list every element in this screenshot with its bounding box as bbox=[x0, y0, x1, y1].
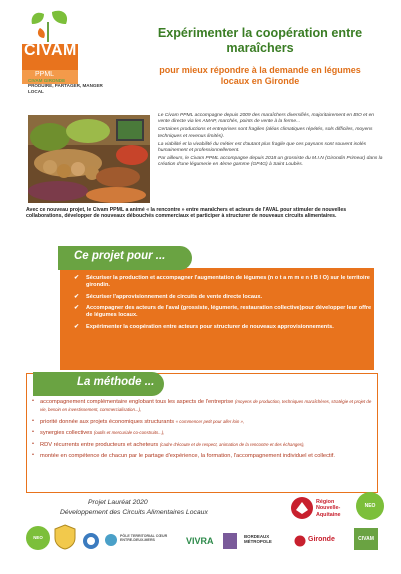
pole-territorial-logo: PÔLE TERRITORIAL CŒUR ENTRE-DEUX-MERS bbox=[104, 530, 176, 550]
vivra-logo: VIVRA bbox=[186, 536, 214, 546]
project-list bbox=[74, 275, 372, 336]
list-item: ✔ Expérimenter la coopération entre acteurs pour structurer de nouveaux approvisionnements. bbox=[74, 323, 334, 330]
vegetables-photo bbox=[28, 115, 150, 203]
list-item: • accompagnement complémentaire englobant tous les aspects de l'entreprise (moyens de production, techniques maraîchères, stratégie et projet de vie, besoin en investissement, commercialisation...), bbox=[32, 398, 372, 412]
neo-terra-logo: NEO TERRA bbox=[26, 526, 50, 550]
leaf-icon bbox=[52, 11, 67, 24]
footer-text: Projet Lauréat 2020 Développement des Circuits Alimentaires Locaux bbox=[60, 499, 208, 516]
neo-terra-logo: NEO bbox=[356, 492, 384, 520]
bordeaux-metropole-logo: BORDEAUX MÉTROPOLE bbox=[244, 534, 272, 545]
list-item: • RDV récurrents entre producteurs et acheteurs (cadre d'écoute et de respect, animation de la rencontre et des échanges), bbox=[32, 440, 305, 448]
list-item: ✔ Sécuriser l'approvisionnement de circuits de vente directe locaux. bbox=[74, 293, 263, 300]
logo-sub: PPML bbox=[35, 71, 55, 78]
region-emblem-icon bbox=[290, 496, 314, 520]
region-logo: Région Nouvelle-Aquitaine bbox=[290, 494, 350, 522]
page-subtitle: pour mieux répondre à la demande en légumes locaux en Gironde bbox=[159, 65, 361, 86]
pole-icon bbox=[104, 533, 118, 547]
check-icon: ✔ bbox=[74, 275, 80, 281]
list-item: ✔ Accompagner des acteurs de l'aval (grossiste, légumerie, restauration collective)pour développer leur offre de légumes locaux. bbox=[74, 305, 372, 319]
list-item: • priorité donnée aux projets économiques structurants « commencer petit pour aller loin », bbox=[32, 417, 245, 425]
civam-small-logo: CIVAM bbox=[354, 528, 378, 550]
partner-icon bbox=[80, 532, 102, 550]
partner-icon bbox=[222, 532, 238, 550]
check-icon: ✔ bbox=[74, 305, 80, 312]
list-item: • montée en compétence de chacun par le partage d'expérience, la formation, l'accompagnement individuel et collectif. bbox=[32, 452, 335, 459]
partner-badge-icon bbox=[54, 524, 76, 550]
gironde-icon bbox=[294, 535, 306, 547]
method-list bbox=[32, 398, 372, 464]
check-icon: ✔ bbox=[74, 323, 80, 330]
list-item: • synergies collectives (outils et mercuriale co-construits...), bbox=[32, 429, 165, 436]
leaf-icon bbox=[32, 13, 44, 24]
list-item: ✔ Sécuriser la production et accompagner l'augmentation de légumes (n o t a m m e n t B I O) sur le territoire girondin. bbox=[74, 275, 370, 288]
check-icon: ✔ bbox=[74, 293, 80, 300]
intro-text: Le Civam PPML accompagne depuis 2009 des maraîchers diversifiés, majoritairement en BIO et en vente directe via les AMAP, marchés, points de vente à la ferme... Certaines productions et entreprises sont fragiles (aléas climatiques répétés, sols difficiles, moyens techniques et revenus limités). La viabilité et la vivabilité du métier est d'autant plus fragile que ces paysans sont souvent isolés humainement et professionnellement. Par ailleurs, le Civam PPML accompagne depuis 2018 un grossiste du M.I.N (Girondin Primeur) dans la création d'une légumerie en 4ème gamme (GP4G) à Saint Loubès. bbox=[158, 113, 383, 168]
gironde-logo: Gironde bbox=[294, 534, 348, 548]
logo-tagline: CIVAM GIRONDE PRODUIRE, PARTAGER, MANGER LOCAL bbox=[28, 78, 103, 94]
project-heading: Ce projet pour ... bbox=[74, 250, 166, 262]
method-heading: La méthode ... bbox=[77, 376, 155, 388]
lead-paragraph: Avec ce nouveau projet, le Civam PPML a animé « la rencontre » entre maraîchers et acteurs de l'AVAL pour stimuler de nouvelles collaborations, développer de nouveaux débouchés commerciaux et participer à structurer de nouveaux circuits alimentaires. bbox=[26, 207, 347, 220]
page-title: Expérimenter la coopération entre maraîchers bbox=[157, 26, 363, 55]
logo-wordmark: CIVAM bbox=[24, 42, 77, 59]
